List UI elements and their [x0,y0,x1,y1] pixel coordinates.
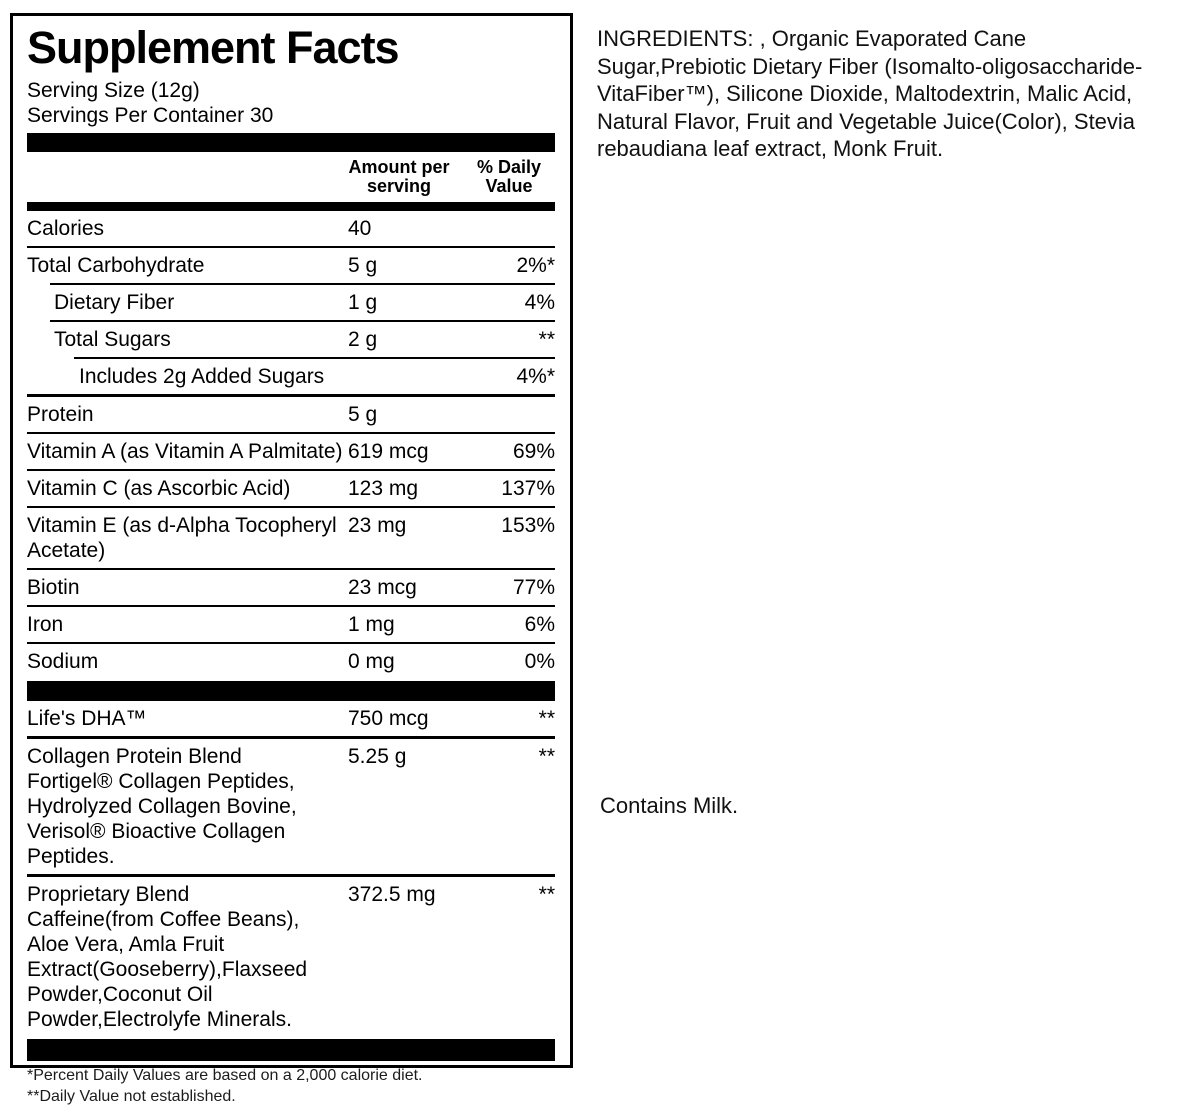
nutrient-row-vitamin-a: Vitamin A (as Vitamin A Palmitate) 619 mcg 69% [27,440,555,464]
nutrient-row-vitamin-c: Vitamin C (as Ascorbic Acid) 123 mg 137% [27,477,555,501]
footnotes [27,1061,555,1107]
blend-description: Caffeine(from Coffee Beans), Aloe Vera, Amla Fruit Extract(Gooseberry),Flaxseed Powder,Coconut Oil Powder,Electrolyfe Minerals. [27,908,308,1032]
nutrient-row-vitamin-e: Vitamin E (as d-Alpha Tocopheryl Acetate) 23 mg 153% [27,514,555,563]
nutrient-row-total-carbohydrate: Total Carbohydrate 5 g 2%* [27,254,555,278]
divider-bar-header [27,202,555,211]
footnote-not-established: **Daily Value not established. [27,1088,236,1106]
divider-bar-bottom [27,1039,555,1061]
blend-description: Fortigel® Collagen Peptides, Hydrolyzed Collagen Bovine, Verisol® Bioactive Collagen Peptides. [27,770,297,869]
nutrient-row-lifes-dha: Life's DHA™ 750 mcg ** [27,707,555,731]
servings-per-container: Servings Per Container 30 [27,104,274,128]
blend-name: Collagen Protein Blend [27,745,242,769]
panel-title: Supplement Facts [27,22,399,73]
nutrient-row-proprietary-blend: Proprietary Blend Caffeine(from Coffee Beans), Aloe Vera, Amla Fruit Extract(Gooseberry),Flaxseed Powder,Coconut Oil Powder,Electrolyfe Minerals. 372.5 mg ** [27,883,555,1032]
daily-value-header: % Daily Value [476,157,542,197]
nutrient-row-biotin: Biotin 23 mcg 77% [27,576,555,600]
nutrient-row-total-sugars: Total Sugars 2 g ** [54,328,555,352]
nutrient-row-dietary-fiber: Dietary Fiber 1 g 4% [54,291,555,315]
nutrient-row-iron: Iron 1 mg 6% [27,613,555,637]
nutrient-row-sodium: Sodium 0 mg 0% [27,650,555,674]
ingredients-text: INGREDIENTS: , Organic Evaporated Cane Sugar,Prebiotic Dietary Fiber (Isomalto-oligosaccharide-VitaFiber™), Silicone Dioxide, Maltodextrin, Malic Acid, Natural Flavor, Fruit and Vegetable Juice(Color), Stevia rebaudiana leaf extract, Monk Fruit. [597,26,1143,161]
blend-name: Proprietary Blend [27,883,190,907]
column-header-row [27,152,555,200]
nutrient-row-collagen-blend: Collagen Protein Blend Fortigel® Collagen Peptides, Hydrolyzed Collagen Bovine, Verisol® Bioactive Collagen Peptides. 5.25 g ** [27,745,555,869]
nutrient-row-protein: Protein 5 g [27,403,378,427]
divider-bar-middle [27,681,555,701]
serving-size: Serving Size (12g) [27,79,200,103]
footnote-daily-values: *Percent Daily Values are based on a 2,000 calorie diet. [27,1067,423,1085]
header-spacer [27,158,335,196]
divider-bar-top [27,133,555,152]
supplement-facts-panel [10,13,573,1106]
nutrient-row-added-sugars: Includes 2g Added Sugars 4%* [79,365,555,389]
nutrient-row-calories: Calories 40 [27,217,372,241]
contains-allergen-text: Contains Milk. [600,793,739,818]
amount-header: Amount per serving [348,157,450,197]
